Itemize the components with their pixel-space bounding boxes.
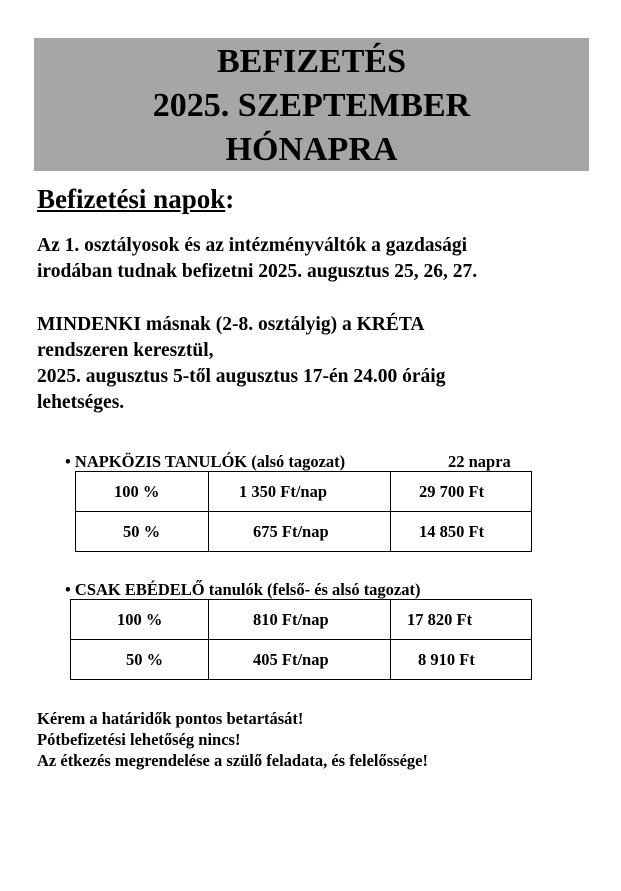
title-line-2: 2025. SZEPTEMBER xyxy=(152,87,471,124)
paragraph-1-line-1: Az 1. osztályosok és az intézményváltók a gazdasági xyxy=(37,235,468,256)
total-price-cell: 17 820 Ft xyxy=(391,600,532,640)
kreta-paragraph xyxy=(37,312,445,416)
title-line-1: BEFIZETÉS xyxy=(217,43,406,80)
total-price-cell: 8 910 Ft xyxy=(391,640,532,680)
lunch-only-price-table xyxy=(70,599,532,680)
daily-price-cell: 1 350 Ft/nap xyxy=(209,472,391,512)
footer-notes xyxy=(37,708,428,771)
paragraph-2-line-3: 2025. augusztus 5-től augusztus 17-én 24.00 óráig xyxy=(37,366,446,387)
title-banner xyxy=(34,38,589,171)
daily-price-cell: 675 Ft/nap xyxy=(209,512,391,552)
paragraph-1-line-2: irodában tudnak befizetni 2025. augusztus 25, 26, 27. xyxy=(37,261,478,282)
percent-cell: 100 % xyxy=(76,472,209,512)
paragraph-2-line-1: MINDENKI másnak (2-8. osztályig) a KRÉTA xyxy=(37,314,425,335)
footer-line-2: Pótbefizetési lehetőség nincs! xyxy=(37,730,241,749)
paragraph-2-line-4: lehetséges. xyxy=(37,392,125,413)
percent-cell: 100 % xyxy=(71,600,209,640)
daycare-price-table xyxy=(75,471,532,552)
total-price-cell: 29 700 Ft xyxy=(391,472,532,512)
table-row xyxy=(76,512,532,552)
percent-cell: 50 % xyxy=(76,512,209,552)
title-line-3: HÓNAPRA xyxy=(225,131,398,168)
footer-line-1: Kérem a határidők pontos betartását! xyxy=(37,709,304,728)
payment-days-heading-text: Befizetési napok xyxy=(37,184,226,214)
table-row xyxy=(71,600,532,640)
daily-price-cell: 405 Ft/nap xyxy=(209,640,391,680)
lunch-only-section-title: • CSAK EBÉDELŐ tanulók (felső- és alsó tagozat) xyxy=(65,580,421,599)
table-row xyxy=(71,640,532,680)
daycare-days-label: 22 napra xyxy=(448,452,511,471)
daily-price-cell: 810 Ft/nap xyxy=(209,600,391,640)
daycare-section-title: • NAPKÖZIS TANULÓK (alsó tagozat) xyxy=(65,452,346,471)
footer-line-3: Az étkezés megrendelése a szülő feladata, és felelőssége! xyxy=(37,751,428,770)
first-graders-paragraph xyxy=(37,233,477,285)
total-price-cell: 14 850 Ft xyxy=(391,512,532,552)
payment-days-heading-colon: : xyxy=(225,184,235,214)
payment-days-heading xyxy=(37,184,234,215)
table-row xyxy=(76,472,532,512)
paragraph-2-line-2: rendszeren keresztül, xyxy=(37,340,214,361)
percent-cell: 50 % xyxy=(71,640,209,680)
